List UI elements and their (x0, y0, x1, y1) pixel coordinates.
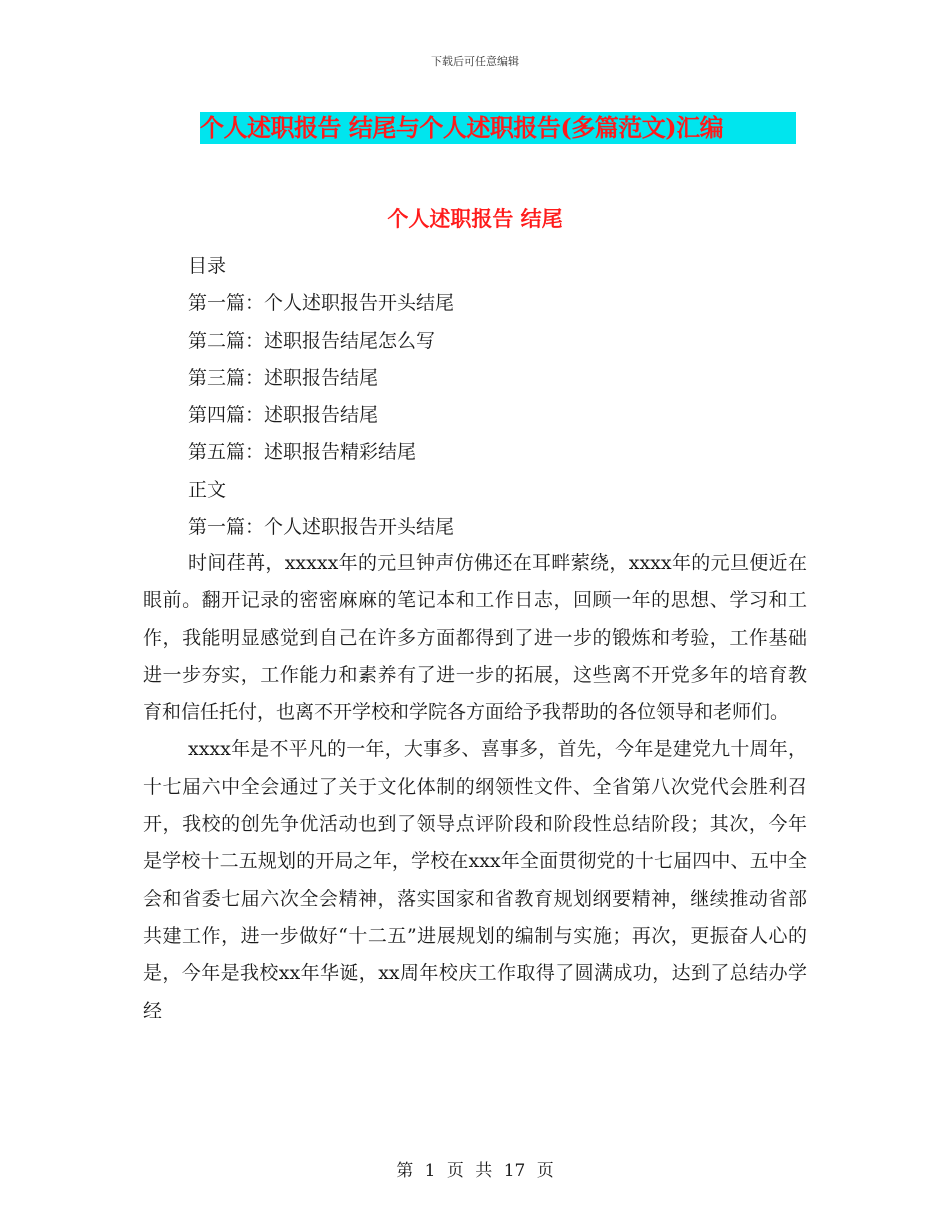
section-heading: 第一篇：个人述职报告开头结尾 (188, 516, 455, 539)
paragraph: 时间荏苒，xxxxx年的元旦钟声仿佛还在耳畔萦绕，xxxx年的元旦便近在眼前。翻开记录的密密麻麻的笔记本和工作日志，回顾一年的思想、学习和工作，我能明显感觉到自己在许多方面都得到了进一步的锻炼和考验，工作基础进一步夯实，工作能力和素养有了进一步的拓展，这些离不开党多年的培育教育和信任托付，也离不开学校和学院各方面给予我帮助的各位领导和老师们。 (143, 552, 807, 724)
main-title-highlight (200, 112, 796, 144)
header-note: 下载后可任意编辑 (431, 55, 519, 68)
main-title: 个人述职报告 结尾与个人述职报告(多篇范文)汇编 (200, 113, 724, 142)
page-number: 第 1 页 共 17 页 (396, 1161, 554, 1181)
toc-item: 第一篇：个人述职报告开头结尾 (188, 292, 455, 315)
toc-heading: 目录 (188, 255, 227, 277)
body-heading: 正文 (188, 478, 227, 501)
table-of-contents (188, 248, 454, 546)
sub-title: 个人述职报告 结尾 (387, 206, 563, 231)
toc-item: 第三篇：述职报告结尾 (188, 366, 379, 389)
toc-item: 第四篇：述职报告结尾 (188, 404, 379, 427)
toc-item: 第二篇：述职报告结尾怎么写 (188, 329, 436, 352)
body-text (143, 545, 807, 1030)
paragraph: xxxx年是不平凡的一年，大事多、喜事多，首先，今年是建党九十周年，十七届六中全会通过了关于文化体制的纲领性文件、全省第八次党代会胜利召开，我校的创先争优活动也到了领导点评阶段和阶段性总结阶段；其次，今年是学校十二五规划的开局之年，学校在xxx年全面贯彻党的十七届四中、五中全会和省委七届六次全会精神，落实国家和省教育规划纲要精神，继续推动省部共建工作，进一步做好“十二五”进展规划的编制与实施；再次，更振奋人心的是，今年是我校xx年华诞，xx周年校庆工作取得了圆满成功，达到了总结办学经 (143, 738, 807, 1022)
toc-item: 第五篇：述职报告精彩结尾 (188, 441, 417, 464)
